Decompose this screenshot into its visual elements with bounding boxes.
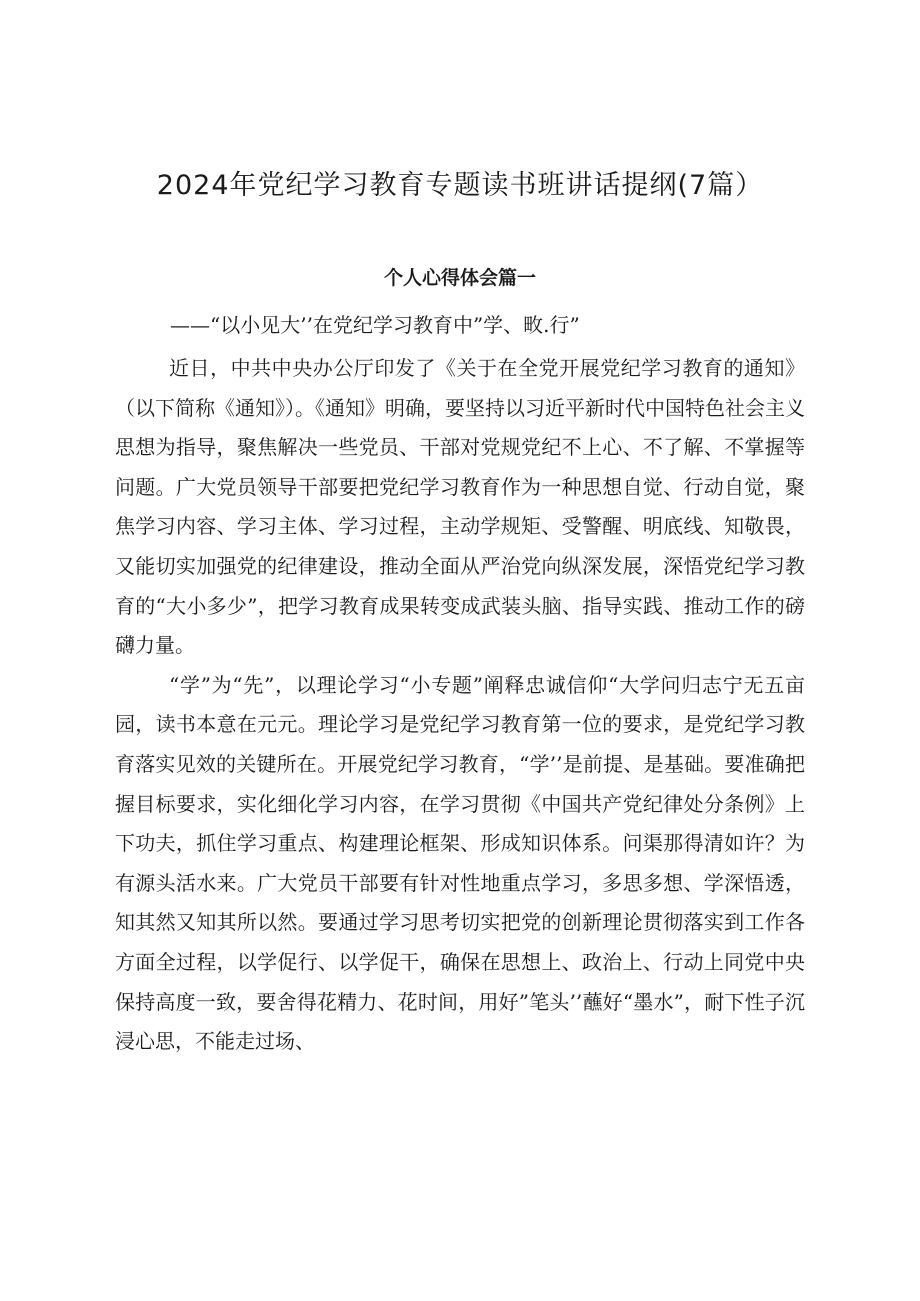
document-title: 2024年党纪学习教育专题读书班讲话提纲(7篇） (156, 170, 764, 201)
body-text (115, 349, 805, 1062)
section-heading: 个人心得体会篇一 (383, 267, 536, 289)
paragraph-2: “学”为“先”，以理论学习“小专题”阐释忠诚信仰“大学问归志宁无五亩园，读书本意在元元。理论学习是党纪学习教育第一位的要求，是党纪学习教育落实见效的关键所在。开展党纪学习教育，“学’’是前提、是基础。要准确把握目标要求，实化细化学习内容，在学习贯彻《中国共产党纪律处分条例》上下功夫，抓住学习重点、构建理论框架、形成知识体系。问渠那得清如许？为有源头活水来。广大党员干部要有针对性地重点学习，多思多想、学深悟透，知其然又知其所以然。要通过学习思考切实把党的创新理论贯彻落实到工作各方面全过程，以学促行、以学促干，确保在思想上、政治上、行动上同党中央保持高度一致，要舍得花精力、花时间，用好”笔头’’蘸好“墨水”，耐下性子沉浸心思，不能走过场、 (115, 672, 805, 1054)
paragraph-1: 近日，中共中央办公厅印发了《关于在全党开展党纪学习教育的通知》（以下简称《通知》）。《通知》明确，要坚持以习近平新时代中国特色社会主义思想为指导，聚焦解决一些党员、干部对党规党纪不上心、不了解、不掌握等问题。广大党员领导干部要把党纪学习教育作为一种思想自觉、行动自觉，聚焦学习内容、学习主体、学习过程，主动学规矩、受警醒、明底线、知敬畏，又能切实加强党的纪律建设，推动全面从严治党向纵深发展，深悟党纪学习教育的“大小多少”，把学习教育成果转变成武装头脑、指导实践、推动工作的磅礴力量。 (115, 356, 805, 658)
section-subtitle: ——“以小见大’’在党纪学习教育中”学、畋.行” (170, 313, 580, 337)
